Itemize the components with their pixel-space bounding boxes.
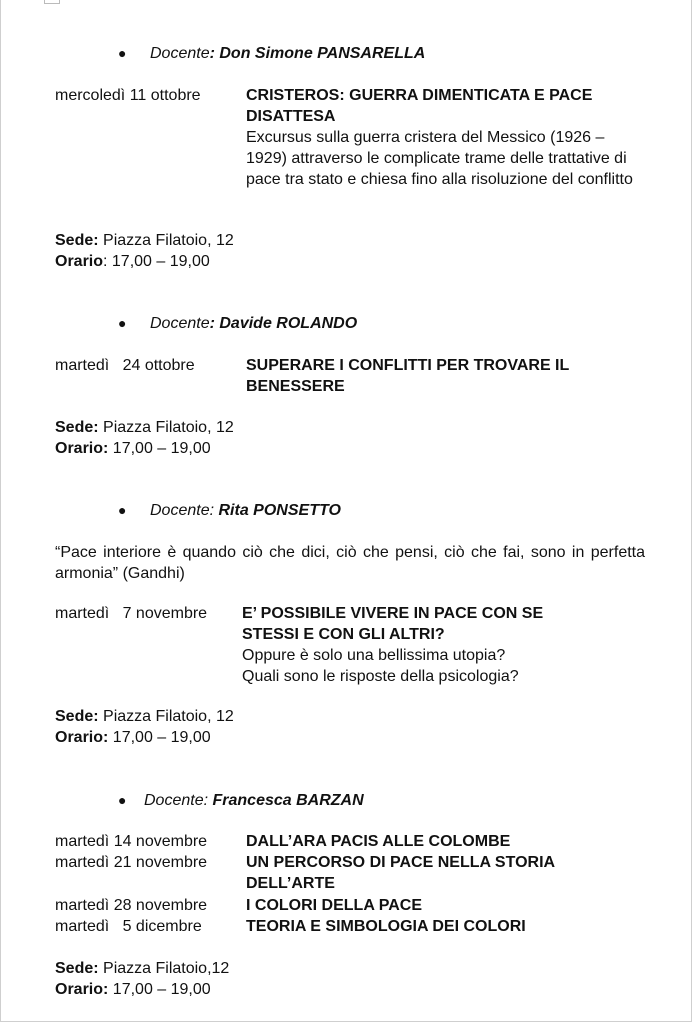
bullet-icon: ● — [118, 792, 127, 808]
lesson-title: DALL’ARA PACIS ALLE COLOMBE — [246, 833, 511, 850]
docente-label: Docente — [150, 45, 210, 62]
docente-label: Docente — [150, 315, 210, 332]
sede-value: Piazza Filatoio,12 — [103, 960, 230, 977]
lesson-date: martedì 5 dicembre — [55, 918, 202, 935]
orario-value: 17,00 – 19,00 — [112, 440, 211, 457]
lesson-title: CRISTEROS: GUERRA DIMENTICATA E PACE DISATTESA — [246, 87, 593, 125]
lesson-title: TEORIA E SIMBOLOGIA DEI COLORI — [246, 918, 526, 935]
sede-line — [55, 706, 234, 727]
docente-name: Rita PONSETTO — [218, 502, 341, 519]
lesson-description: Excursus sulla guerra cristera del Messico (1926 – 1929) attraverso le complicate trame delle trattative di pace tra stato e chiesa fino alla risoluzione del conflitto — [246, 129, 633, 188]
docente-heading-3 — [118, 500, 341, 521]
orario-label: Orario — [55, 253, 104, 270]
docente-heading-4 — [118, 790, 364, 811]
lesson-date: martedì 7 novembre — [55, 605, 208, 622]
sede-label: Sede: — [55, 960, 99, 977]
lesson-description-line-1: Oppure è solo una bellissima utopia? — [242, 647, 506, 664]
lesson-date: martedì 14 novembre — [55, 833, 208, 850]
lesson-description-line-2: Quali sono le risposte della psicologia? — [242, 668, 519, 685]
docente-name: Don Simone PANSARELLA — [219, 45, 426, 62]
docente-sep: : — [209, 45, 215, 62]
docente-heading-1 — [118, 43, 425, 64]
sede-line — [55, 417, 234, 438]
gandhi-quote: “Pace interiore è quando ciò che dici, ciò che pensi, ciò che fai, sono in perfetta armonia” (Gandhi) — [55, 544, 645, 582]
orario-line — [55, 727, 211, 748]
orario-value: 17,00 – 19,00 — [112, 981, 211, 998]
lesson-date: martedì 21 novembre — [55, 854, 208, 871]
docente-label: Docente: — [144, 792, 209, 809]
lesson-date: martedì 24 ottobre — [55, 357, 195, 374]
orario-label: Orario: — [55, 440, 109, 457]
bullet-icon: ● — [118, 45, 127, 61]
sede-value: Piazza Filatoio, 12 — [103, 419, 234, 436]
orario-line — [55, 979, 211, 1000]
bullet-icon: ● — [118, 315, 127, 331]
lesson-date: martedì 28 novembre — [55, 897, 208, 914]
lesson-title: SUPERARE I CONFLITTI PER TROVARE IL BENESSERE — [246, 357, 569, 395]
sede-label: Sede: — [55, 232, 99, 249]
orario-line — [55, 251, 210, 272]
docente-name: Francesca BARZAN — [212, 792, 364, 809]
sede-value: Piazza Filatoio, 12 — [103, 232, 234, 249]
docente-name: Davide ROLANDO — [219, 315, 358, 332]
page-corner-mark — [44, 0, 60, 4]
sede-line — [55, 230, 234, 251]
orario-line — [55, 438, 211, 459]
bullet-icon: ● — [118, 502, 127, 518]
sede-label: Sede: — [55, 708, 99, 725]
orario-label: Orario: — [55, 729, 109, 746]
docente-label: Docente: — [150, 502, 215, 519]
docente-sep: : — [209, 315, 215, 332]
orario-value: 17,00 – 19,00 — [112, 729, 211, 746]
orario-value: : 17,00 – 19,00 — [103, 253, 210, 270]
lesson-title: UN PERCORSO DI PACE NELLA STORIA DELL’ARTE — [246, 854, 555, 892]
lesson-title: E’ POSSIBILE VIVERE IN PACE CON SE STESSI E CON GLI ALTRI? — [242, 605, 544, 643]
lesson-date: mercoledì 11 ottobre — [55, 87, 201, 104]
orario-label: Orario: — [55, 981, 109, 998]
sede-value: Piazza Filatoio, 12 — [103, 708, 234, 725]
sede-line — [55, 958, 229, 979]
sede-label: Sede: — [55, 419, 99, 436]
lesson-title: I COLORI DELLA PACE — [246, 897, 422, 914]
docente-heading-2 — [118, 313, 357, 334]
